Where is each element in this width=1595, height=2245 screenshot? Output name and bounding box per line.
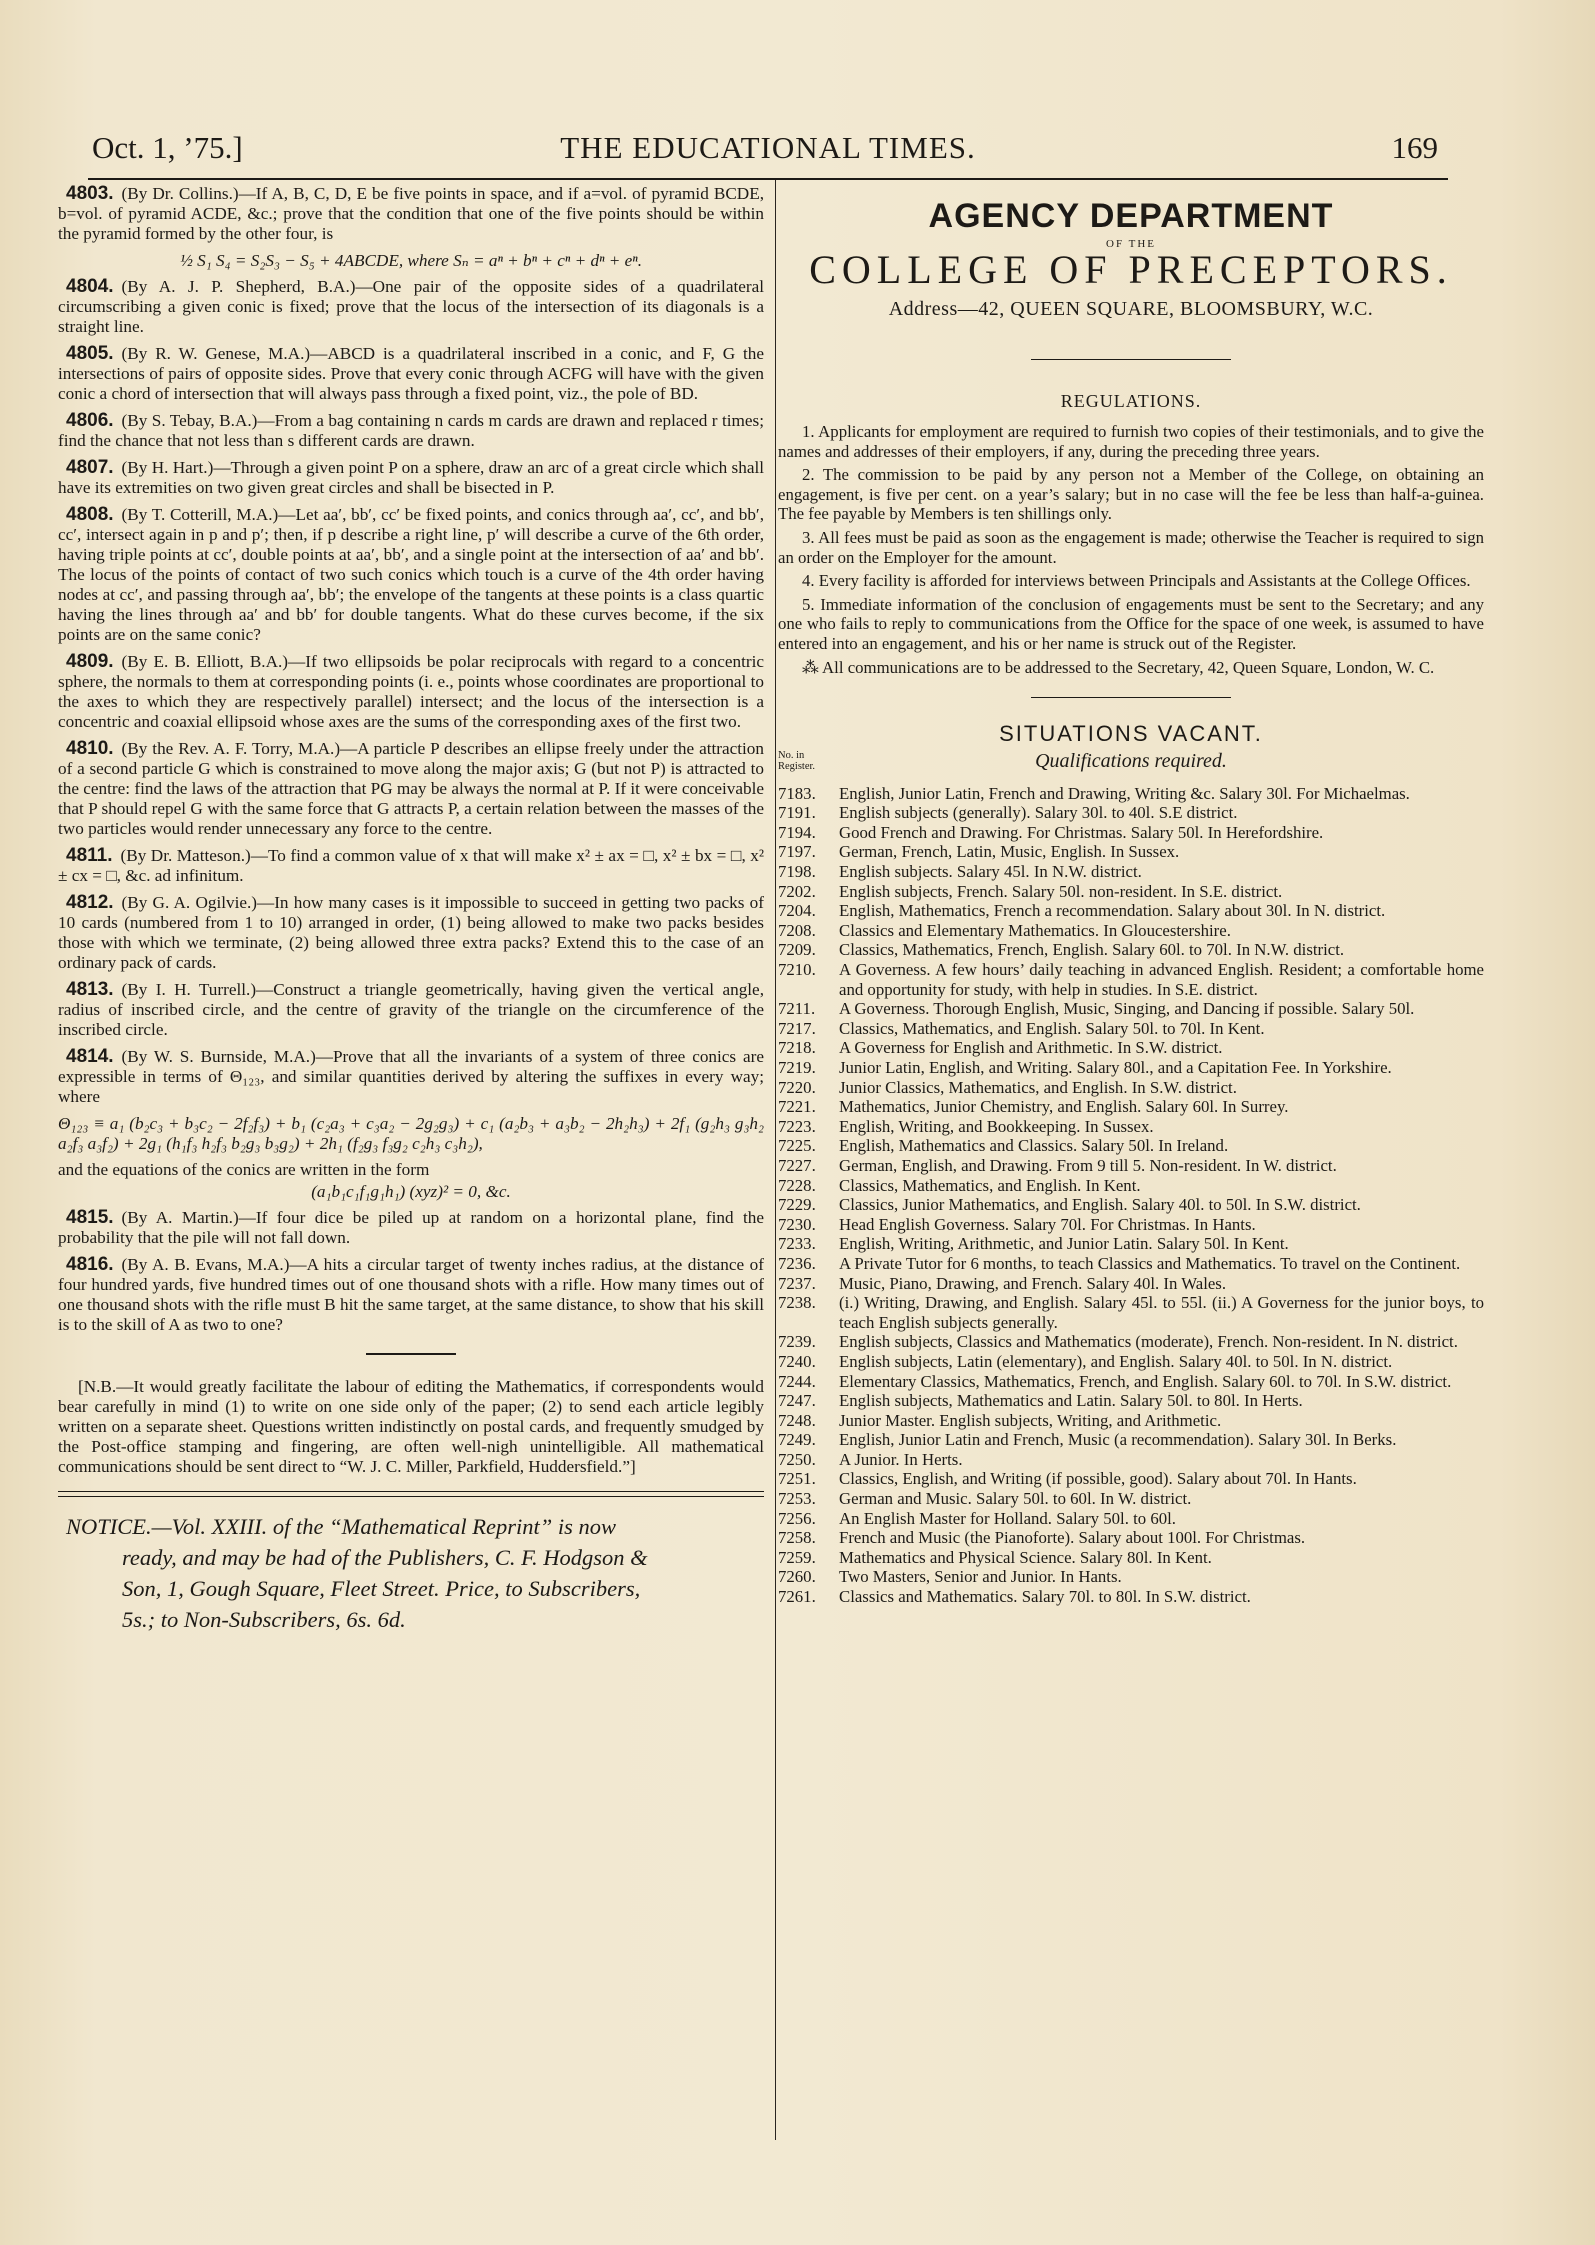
register-number: 7251. bbox=[778, 1469, 816, 1489]
situation-text: Classics, Junior Mathematics, and English. Salary 40l. to 50l. In S.W. district. bbox=[839, 1195, 1361, 1215]
situation-text: Classics, Mathematics, and English. In Kent. bbox=[839, 1175, 1141, 1195]
problem-number: 4816. bbox=[66, 1254, 114, 1275]
register-number: 7202. bbox=[778, 881, 816, 901]
register-number: 7227. bbox=[778, 1155, 816, 1175]
situation-text: Head English Governess. Salary 70l. For Christmas. In Hants. bbox=[839, 1214, 1256, 1234]
problem-4811 bbox=[58, 846, 764, 886]
regulations-heading: REGULATIONS. bbox=[1060, 391, 1202, 412]
register-number: 7236. bbox=[778, 1253, 816, 1273]
problem-formula: Θ₁₂₃ ≡ a₁ (b₂c₃ + b₃c₂ − 2f₂f₃) + b₁ (c₂a₃ + c₃a₂ − 2g₂g₃) + c₁ (a₂b₃ + a₃b₂ − 2h₂h₃) + 2f₁ (g₂h₃ g₃h₂ a₂f₃ a₃f₂) + 2g₁ (h₁f₃ h₂f₃ b₂g₃ b₃g₂) + 2h₁ (f₂g₃ f₃g₂ c₂h₃ c₃h₂), bbox=[58, 1114, 764, 1153]
list-item bbox=[778, 1117, 1484, 1137]
register-number: 7259. bbox=[778, 1547, 816, 1567]
list-item bbox=[778, 1097, 1484, 1117]
register-number: 7249. bbox=[778, 1430, 816, 1450]
register-number: 7256. bbox=[778, 1508, 816, 1528]
situation-text: English subjects, French. Salary 50l. non-resident. In S.E. district. bbox=[839, 881, 1283, 901]
regulation-item: ⁂ All communications are to be addressed to the Secretary, 42, Queen Square, London, W. C. bbox=[802, 657, 1435, 677]
situation-text: A Governess. Thorough English, Music, Singing, and Dancing if possible. Salary 50l. bbox=[839, 999, 1415, 1019]
register-number: 7218. bbox=[778, 1038, 816, 1058]
situation-text: Classics, English, and Writing (if possible, good). Salary about 70l. In Hants. bbox=[839, 1469, 1357, 1489]
list-item bbox=[778, 1156, 1484, 1176]
situation-text: A Governess for English and Arithmetic. In S.W. district. bbox=[839, 1038, 1223, 1058]
problem-number: 4803. bbox=[66, 183, 114, 204]
list-item bbox=[778, 784, 1484, 804]
list-item bbox=[778, 901, 1484, 921]
register-number: 7198. bbox=[778, 862, 816, 882]
register-label-line: No. in bbox=[778, 749, 805, 761]
problem-4814 bbox=[58, 1047, 764, 1107]
section-rule bbox=[1031, 359, 1231, 360]
list-item bbox=[778, 1469, 1484, 1489]
list-item bbox=[778, 1509, 1484, 1529]
list-item bbox=[778, 1038, 1484, 1058]
situation-text: English, Writing, and Bookkeeping. In Sussex. bbox=[839, 1116, 1154, 1136]
register-number: 7211. bbox=[778, 999, 816, 1019]
problem-4815 bbox=[58, 1208, 764, 1248]
list-item bbox=[778, 1195, 1484, 1215]
problem-text: (By A. B. Evans, M.A.)—A hits a circular target of twenty inches radius, at the distance of four hundred yards, five hundred times out of one thousand shots with a rifle. How many times out of one thousand shots with the rifle must B hit the same target, at the same distance, to show that his skill is to the skill of A as two to one? bbox=[58, 1255, 764, 1334]
situation-text: English, Writing, Arithmetic, and Junior Latin. Salary 50l. In Kent. bbox=[839, 1234, 1289, 1254]
situation-text: An English Master for Holland. Salary 50l. to 60l. bbox=[839, 1508, 1176, 1528]
situation-text: Classics and Mathematics. Salary 70l. to 80l. In S.W. district. bbox=[839, 1587, 1251, 1607]
header-date: Oct. 1, ’75.] bbox=[92, 130, 243, 165]
list-item bbox=[778, 960, 1484, 999]
reprint-notice bbox=[58, 1511, 764, 1635]
regulation-item: 4. Every facility is afforded for interviews between Principals and Assistants at the College Offices. bbox=[802, 571, 1471, 591]
problem-text: (By A. J. P. Shepherd, B.A.)—One pair of the opposite sides of a quadrilateral circumscribing a given conic is fixed; prove that the locus of the intersection of its diagonals is a straight line. bbox=[58, 277, 764, 336]
situation-text: (i.) Writing, Drawing, and English. Salary 45l. to 55l. (ii.) A Governess for the junior boys, to teach English subjects generally. bbox=[839, 1293, 1484, 1332]
problem-text-continued: and the equations of the conics are written in the form bbox=[58, 1160, 430, 1179]
register-number: 7250. bbox=[778, 1449, 816, 1469]
agency-of-the: OF THE bbox=[1106, 237, 1156, 250]
problem-formula: ½ S₁ S₄ = S₂S₃ − S₅ + 4ABCDE, where Sₙ = aⁿ + bⁿ + cⁿ + dⁿ + eⁿ. bbox=[179, 251, 643, 270]
situation-text: German, English, and Drawing. From 9 till 5. Non-resident. In W. district. bbox=[839, 1155, 1337, 1175]
register-number: 7228. bbox=[778, 1175, 816, 1195]
register-number: 7238. bbox=[778, 1293, 816, 1313]
notice-line: Son, 1, Gough Square, Fleet Street. Price, to Subscribers, bbox=[122, 1576, 641, 1601]
problem-text: (By Dr. Matteson.)—To find a common value of x that will make x² ± ax = □, x² ± bx = □, x² ± cx = □, &c. ad infinitum. bbox=[58, 846, 764, 885]
register-number: 7239. bbox=[778, 1332, 816, 1352]
regulation-item: 3. All fees must be paid as soon as the engagement is made; otherwise the Teacher is required to sign an order on the Employer for the amount. bbox=[778, 527, 1484, 567]
register-number: 7217. bbox=[778, 1018, 816, 1038]
problem-number: 4815. bbox=[66, 1207, 114, 1228]
situation-text: Music, Piano, Drawing, and French. Salary 40l. In Wales. bbox=[839, 1273, 1227, 1293]
register-number: 7253. bbox=[778, 1489, 816, 1509]
list-item bbox=[778, 1176, 1484, 1196]
problem-4816 bbox=[58, 1255, 764, 1335]
list-item bbox=[778, 1450, 1484, 1470]
register-number: 7240. bbox=[778, 1351, 816, 1371]
list-item bbox=[778, 1391, 1484, 1411]
situation-text: English, Mathematics, French a recommendation. Salary about 30l. In N. district. bbox=[839, 901, 1386, 921]
list-item bbox=[778, 1430, 1484, 1450]
header-page-number: 169 bbox=[1391, 130, 1438, 165]
situation-text: English subjects (generally). Salary 30l. to 40l. S.E district. bbox=[839, 803, 1238, 823]
register-number: 7209. bbox=[778, 940, 816, 960]
list-item bbox=[778, 1215, 1484, 1235]
list-item bbox=[778, 862, 1484, 882]
problem-number: 4806. bbox=[66, 410, 114, 431]
situation-text: Mathematics, Junior Chemistry, and English. Salary 60l. In Surrey. bbox=[839, 1097, 1289, 1117]
list-item bbox=[778, 1019, 1484, 1039]
problem-number: 4805. bbox=[66, 343, 114, 364]
problem-text: (By H. Hart.)—Through a given point P on a sphere, draw an arc of a great circle which shall have its extremities on two given great circles and shall be bisected in P. bbox=[58, 458, 764, 497]
register-number: 7244. bbox=[778, 1371, 816, 1391]
situation-text: Junior Classics, Mathematics, and English. In S.W. district. bbox=[839, 1077, 1237, 1097]
problem-number: 4812. bbox=[66, 892, 114, 913]
agency-address: Address—42, QUEEN SQUARE, BLOOMSBURY, W.C. bbox=[888, 297, 1374, 320]
problem-text: (By G. A. Ogilvie.)—In how many cases is it impossible to succeed in getting two packs of 10 cards (numbered from 1 to 10) arranged in order, (1) being allowed to make two packs besides those with which we terminate, (2) being allowed three extra packs? Extend this to the case of an ordinary pack of cards. bbox=[58, 893, 764, 972]
problem-4803 bbox=[58, 184, 764, 244]
problem-number: 4811. bbox=[66, 845, 113, 866]
register-number: 7194. bbox=[778, 822, 816, 842]
register-number: 7230. bbox=[778, 1214, 816, 1234]
problem-4804 bbox=[58, 277, 764, 337]
situation-text: Classics and Elementary Mathematics. In Gloucestershire. bbox=[839, 920, 1231, 940]
double-rule bbox=[58, 1491, 764, 1497]
register-number: 7233. bbox=[778, 1234, 816, 1254]
situation-text: English subjects, Latin (elementary), and English. Salary 40l. to 50l. In N. district. bbox=[839, 1351, 1393, 1371]
header-title: THE EDUCATIONAL TIMES. bbox=[560, 130, 976, 165]
page-header bbox=[88, 126, 1448, 180]
column-divider bbox=[775, 180, 776, 2140]
problem-text: (By R. W. Genese, M.A.)—ABCD is a quadrilateral inscribed in a conic, and F, G the intersections of pairs of opposite sides. Prove that every conic through ACFG will have with the given conic a chord of intersection that will always pass through a fixed point, viz., the pole of BD. bbox=[58, 344, 764, 403]
problem-4809 bbox=[58, 652, 764, 732]
register-number: 7220. bbox=[778, 1077, 816, 1097]
problem-number: 4808. bbox=[66, 504, 114, 525]
situation-text: English subjects, Classics and Mathematics (moderate), French. Non-resident. In N. district. bbox=[839, 1332, 1458, 1352]
register-number: 7197. bbox=[778, 842, 816, 862]
mathematics-column bbox=[58, 184, 764, 1635]
situation-text: French and Music (the Pianoforte). Salary about 100l. For Christmas. bbox=[839, 1528, 1306, 1548]
notice-line: ready, and may be had of the Publishers, C. F. Hodgson & bbox=[122, 1545, 648, 1570]
problem-number: 4807. bbox=[66, 457, 114, 478]
situations-list bbox=[778, 784, 1484, 1607]
problem-4812 bbox=[58, 893, 764, 973]
situation-text: Junior Master. English subjects, Writing, and Arithmetic. bbox=[839, 1410, 1222, 1430]
list-item bbox=[778, 823, 1484, 843]
situations-subheader bbox=[778, 750, 1484, 780]
register-number: 7204. bbox=[778, 901, 816, 921]
section-rule bbox=[1031, 697, 1231, 698]
problem-4806 bbox=[58, 411, 764, 451]
problem-4807 bbox=[58, 458, 764, 498]
list-item bbox=[778, 1332, 1484, 1352]
list-item bbox=[778, 1372, 1484, 1392]
situation-text: Junior Latin, English, and Writing. Salary 80l., and a Capitation Fee. In Yorkshire. bbox=[839, 1058, 1392, 1077]
register-number: 7208. bbox=[778, 920, 816, 940]
situation-text: English, Junior Latin and French, Music (a recommendation). Salary 30l. In Berks. bbox=[839, 1430, 1397, 1450]
situation-text: Classics, Mathematics, French, English. Salary 60l. to 70l. In N.W. district. bbox=[839, 940, 1345, 960]
notice-line: 5s.; to Non-Subscribers, 6s. 6d. bbox=[122, 1607, 406, 1632]
situation-text: A Junior. In Herts. bbox=[839, 1449, 963, 1469]
notice-line: NOTICE.—Vol. XXIII. of the “Mathematical Reprint” is now bbox=[66, 1514, 616, 1539]
list-item bbox=[778, 1587, 1484, 1607]
list-item bbox=[778, 803, 1484, 823]
situation-text: Classics, Mathematics, and English. Salary 50l. to 70l. In Kent. bbox=[839, 1018, 1265, 1038]
situations-heading: SITUATIONS VACANT. bbox=[999, 721, 1263, 747]
register-number: 7191. bbox=[778, 803, 816, 823]
list-item bbox=[778, 1293, 1484, 1332]
editorial-note: [N.B.—It would greatly facilitate the labour of editing the Mathematics, if correspondents would bear carefully in mind (1) to write on one side only of the paper; (2) to send each article legibly written on a separate sheet. Questions written indistinctly on postal cards, and frequently smudged by the Post-office stamping and fingering, are often well-nigh unintelligible. All mathematical communications should be sent direct to “W. J. C. Miller, Parkfield, Huddersfield.”] bbox=[58, 1377, 764, 1476]
problem-text: (By S. Tebay, B.A.)—From a bag containing n cards m cards are drawn and replaced r times; find the chance that not less than s different cards are drawn. bbox=[58, 411, 764, 450]
list-item bbox=[778, 882, 1484, 902]
register-number: 7183. bbox=[778, 783, 816, 803]
list-item bbox=[778, 1352, 1484, 1372]
situation-text: English, Junior Latin, French and Drawing, Writing &c. Salary 30l. For Michaelmas. bbox=[839, 783, 1410, 803]
problem-number: 4810. bbox=[66, 738, 114, 759]
situation-text: English subjects. Salary 45l. In N.W. district. bbox=[839, 862, 1142, 882]
register-number: 7260. bbox=[778, 1567, 816, 1587]
regulation-item: 5. Immediate information of the conclusion of engagements must be sent to the Secretary; and any one who fails to reply to communications from the Office for the space of one week, is assumed to have entered into an engagement, and his or her name is struck out of the Register. bbox=[778, 594, 1484, 653]
situation-text: English subjects, Mathematics and Latin. Salary 50l. to 80l. In Herts. bbox=[839, 1391, 1303, 1411]
register-number: 7258. bbox=[778, 1528, 816, 1548]
situation-text: German and Music. Salary 50l. to 60l. In W. district. bbox=[839, 1489, 1192, 1509]
problem-text: (By A. Martin.)—If four dice be piled up at random on a horizontal plane, find the probability that the pile will not fall down. bbox=[58, 1208, 764, 1247]
qualifications-label: Qualifications required. bbox=[1035, 749, 1227, 772]
list-item bbox=[778, 999, 1484, 1019]
list-item bbox=[778, 1254, 1484, 1274]
list-item bbox=[778, 1058, 1484, 1078]
register-number: 7219. bbox=[778, 1058, 816, 1077]
college-name: COLLEGE OF PRECEPTORS. bbox=[809, 247, 1453, 293]
list-item bbox=[778, 1489, 1484, 1509]
problem-4808 bbox=[58, 505, 764, 645]
agency-title: AGENCY DEPARTMENT bbox=[928, 197, 1334, 235]
register-number: 7261. bbox=[778, 1587, 816, 1607]
problem-number: 4814. bbox=[66, 1046, 114, 1067]
register-number: 7210. bbox=[778, 960, 816, 980]
list-item bbox=[778, 1274, 1484, 1294]
situation-text: Good French and Drawing. For Christmas. Salary 50l. In Herefordshire. bbox=[839, 822, 1324, 842]
problem-number: 4813. bbox=[66, 979, 114, 1000]
problem-text: (By the Rev. A. F. Torry, M.A.)—A particle P describes an ellipse freely under the attraction of a second particle G which is constrained to move along the major axis; G (but not P) is attracted to the centre: find the laws of the attraction that PG may be always the normal at P. If it were conceivable that P should repel G with the same force that G attracts P, a certain relation between the masses of the two particles would render unnecessary any force to the centre. bbox=[58, 739, 764, 838]
situation-text: English, Mathematics and Classics. Salary 50l. In Ireland. bbox=[839, 1136, 1229, 1156]
problem-number: 4804. bbox=[66, 276, 114, 297]
regulation-item: 1. Applicants for employment are required to furnish two copies of their testimonials, and to give the names and addresses of their employers, if any, during the preceding three years. bbox=[778, 421, 1484, 461]
situation-text: A Governess. A few hours’ daily teaching in advanced English. Resident; a comfortable home and opportunity for study, with help in studies. In S.E. district. bbox=[839, 960, 1484, 999]
register-number: 7248. bbox=[778, 1410, 816, 1430]
agency-column bbox=[778, 184, 1484, 1607]
situation-text: German, French, Latin, Music, English. In Sussex. bbox=[839, 842, 1180, 862]
list-item bbox=[778, 1528, 1484, 1548]
problem-text: (By W. S. Burnside, M.A.)—Prove that all the invariants of a system of three conics are expressible in terms of Θ₁₂₃, and similar quantities derived by altering the suffixes in every way; where bbox=[58, 1047, 764, 1106]
register-number: 7229. bbox=[778, 1195, 816, 1215]
problem-text: (By I. H. Turrell.)—Construct a triangle geometrically, having given the vertical angle, radius of inscribed circle, and the centre of gravity of the triangle on the circumference of the inscribed circle. bbox=[58, 980, 764, 1039]
register-number: 7237. bbox=[778, 1273, 816, 1293]
situation-text: A Private Tutor for 6 months, to teach Classics and Mathematics. To travel on the Continent. bbox=[839, 1253, 1461, 1273]
list-item bbox=[778, 1567, 1484, 1587]
problem-4805 bbox=[58, 344, 764, 404]
register-number: 7223. bbox=[778, 1116, 816, 1136]
problem-4810 bbox=[58, 739, 764, 839]
list-item bbox=[778, 1136, 1484, 1156]
situation-text: Elementary Classics, Mathematics, French, and English. Salary 60l. to 70l. In S.W. district. bbox=[839, 1371, 1452, 1391]
problem-text: (By T. Cotterill, M.A.)—Let aa′, bb′, cc′ be fixed points, and conics through aa′, cc′, and bb′, cc′, intersect again in p and p′; then, if p describe a right line, p′ will describe a curve of the 6th order, having triple points at cc′, double points at aa′, bb′, and a single point at the intersection of aa′ and bb′. The locus of the points of contact of two such conics which touch is a curve of the 4th order having nodes at cc′, and passing through aa′, bb′; the envelope of the tangents at these points is a class quartic having the lines through aa′ and bb′ for double tangents. What do these curves become, if the six points are on the same conic? bbox=[58, 505, 764, 644]
list-item bbox=[778, 921, 1484, 941]
section-rule bbox=[366, 1353, 456, 1355]
list-item bbox=[778, 1548, 1484, 1568]
problem-number: 4809. bbox=[66, 651, 114, 672]
problem-formula: (a₁b₁c₁f₁g₁h₁) (xyz)² = 0, &c. bbox=[311, 1182, 511, 1201]
problem-text: (By E. B. Elliott, B.A.)—If two ellipsoids be polar reciprocals with regard to a concentric sphere, the normals to them at corresponding points (i. e., points whose coordinates are proportional to the axes to which they are respectively parallel) intersect; and the locus of the intersection is a concentric and coaxial ellipsoid whose axes are the sums of the corresponding axes of the first two. bbox=[58, 652, 764, 731]
problem-4813 bbox=[58, 980, 764, 1040]
list-item bbox=[778, 1078, 1484, 1098]
register-number: 7221. bbox=[778, 1097, 816, 1117]
list-item bbox=[778, 842, 1484, 862]
list-item bbox=[778, 1234, 1484, 1254]
list-item bbox=[778, 1411, 1484, 1431]
register-number: 7225. bbox=[778, 1136, 816, 1156]
register-number: 7247. bbox=[778, 1391, 816, 1411]
regulation-item: 2. The commission to be paid by any person not a Member of the College, on obtaining an engagement, is five per cent. on a year’s salary; but in no case will the fee be less than half-a-guinea. The fee payable by Members is ten shillings only. bbox=[778, 465, 1484, 524]
register-label-line: Register. bbox=[778, 760, 816, 772]
problem-text: (By Dr. Collins.)—If A, B, C, D, E be five points in space, and if a=vol. of pyramid BCDE, b=vol. of pyramid ACDE, &c.; prove that the condition that one of the five points should be within the pyramid formed by the other four, is bbox=[58, 184, 764, 243]
situation-text: Two Masters, Senior and Junior. In Hants. bbox=[839, 1567, 1122, 1587]
situation-text: Mathematics and Physical Science. Salary 80l. In Kent. bbox=[839, 1547, 1212, 1567]
list-item bbox=[778, 940, 1484, 960]
